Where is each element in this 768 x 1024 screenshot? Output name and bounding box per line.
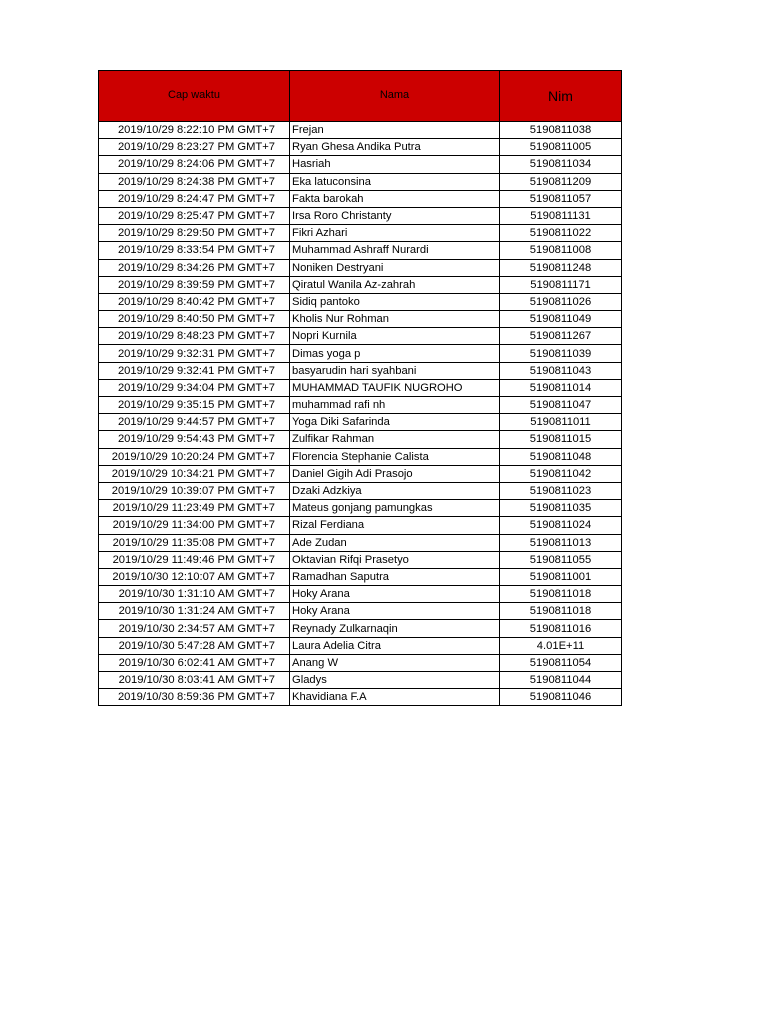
table-row bbox=[99, 654, 622, 671]
cell-timestamp: 2019/10/29 9:54:43 PM GMT+7 bbox=[99, 431, 290, 448]
table-row bbox=[99, 637, 622, 654]
cell-name: basyarudin hari syahbani bbox=[290, 362, 500, 379]
cell-name: Anang W bbox=[290, 654, 500, 671]
table-row bbox=[99, 362, 622, 379]
table-row bbox=[99, 482, 622, 499]
cell-timestamp: 2019/10/30 8:59:36 PM GMT+7 bbox=[99, 689, 290, 706]
table-row bbox=[99, 603, 622, 620]
cell-timestamp: 2019/10/29 8:39:59 PM GMT+7 bbox=[99, 276, 290, 293]
cell-name: muhammad rafi nh bbox=[290, 397, 500, 414]
cell-name: Rizal Ferdiana bbox=[290, 517, 500, 534]
table-row bbox=[99, 345, 622, 362]
cell-timestamp: 2019/10/29 10:20:24 PM GMT+7 bbox=[99, 448, 290, 465]
cell-name: Dzaki Adzkiya bbox=[290, 482, 500, 499]
table-row bbox=[99, 534, 622, 551]
cell-nim: 5190811001 bbox=[500, 568, 622, 585]
cell-timestamp: 2019/10/29 8:34:26 PM GMT+7 bbox=[99, 259, 290, 276]
cell-nim: 5190811049 bbox=[500, 311, 622, 328]
cell-name: Hasriah bbox=[290, 156, 500, 173]
cell-nim: 5190811024 bbox=[500, 517, 622, 534]
cell-name: Eka latuconsina bbox=[290, 173, 500, 190]
header-nim: Nim bbox=[500, 71, 622, 122]
cell-nim: 5190811209 bbox=[500, 173, 622, 190]
cell-name: Muhammad Ashraff Nurardi bbox=[290, 242, 500, 259]
cell-nim: 5190811042 bbox=[500, 465, 622, 482]
cell-name: Ade Zudan bbox=[290, 534, 500, 551]
cell-nim: 5190811034 bbox=[500, 156, 622, 173]
cell-name: Ryan Ghesa Andika Putra bbox=[290, 139, 500, 156]
cell-nim: 4.01E+11 bbox=[500, 637, 622, 654]
cell-name: Reynady Zulkarnaqin bbox=[290, 620, 500, 637]
cell-name: Frejan bbox=[290, 122, 500, 139]
table-row bbox=[99, 190, 622, 207]
cell-nim: 5190811057 bbox=[500, 190, 622, 207]
table-row bbox=[99, 620, 622, 637]
cell-timestamp: 2019/10/29 11:34:00 PM GMT+7 bbox=[99, 517, 290, 534]
cell-name: Yoga Diki Safarinda bbox=[290, 414, 500, 431]
cell-nim: 5190811018 bbox=[500, 586, 622, 603]
table-row bbox=[99, 139, 622, 156]
table-row bbox=[99, 431, 622, 448]
table-row bbox=[99, 551, 622, 568]
cell-name: Hoky Arana bbox=[290, 586, 500, 603]
cell-timestamp: 2019/10/29 11:23:49 PM GMT+7 bbox=[99, 500, 290, 517]
cell-timestamp: 2019/10/29 9:32:41 PM GMT+7 bbox=[99, 362, 290, 379]
cell-nim: 5190811018 bbox=[500, 603, 622, 620]
table-header bbox=[99, 71, 622, 122]
table-row bbox=[99, 122, 622, 139]
cell-nim: 5190811013 bbox=[500, 534, 622, 551]
cell-nim: 5190811008 bbox=[500, 242, 622, 259]
cell-nim: 5190811047 bbox=[500, 397, 622, 414]
table-row bbox=[99, 448, 622, 465]
attendance-table bbox=[98, 70, 622, 706]
cell-timestamp: 2019/10/29 8:24:38 PM GMT+7 bbox=[99, 173, 290, 190]
header-timestamp: Cap waktu bbox=[99, 71, 290, 122]
cell-nim: 5190811023 bbox=[500, 482, 622, 499]
cell-name: Mateus gonjang pamungkas bbox=[290, 500, 500, 517]
table-body bbox=[99, 122, 622, 706]
table-row bbox=[99, 586, 622, 603]
cell-nim: 5190811005 bbox=[500, 139, 622, 156]
cell-timestamp: 2019/10/29 10:34:21 PM GMT+7 bbox=[99, 465, 290, 482]
cell-name: Sidiq pantoko bbox=[290, 293, 500, 310]
cell-name: Laura Adelia Citra bbox=[290, 637, 500, 654]
cell-timestamp: 2019/10/29 8:24:06 PM GMT+7 bbox=[99, 156, 290, 173]
cell-nim: 5190811026 bbox=[500, 293, 622, 310]
cell-nim: 5190811171 bbox=[500, 276, 622, 293]
cell-timestamp: 2019/10/30 5:47:28 AM GMT+7 bbox=[99, 637, 290, 654]
cell-name: Fikri Azhari bbox=[290, 225, 500, 242]
cell-nim: 5190811054 bbox=[500, 654, 622, 671]
cell-timestamp: 2019/10/29 11:49:46 PM GMT+7 bbox=[99, 551, 290, 568]
cell-name: Ramadhan Saputra bbox=[290, 568, 500, 585]
cell-nim: 5190811011 bbox=[500, 414, 622, 431]
cell-timestamp: 2019/10/30 12:10:07 AM GMT+7 bbox=[99, 568, 290, 585]
cell-name: Fakta barokah bbox=[290, 190, 500, 207]
cell-timestamp: 2019/10/29 8:23:27 PM GMT+7 bbox=[99, 139, 290, 156]
cell-nim: 5190811046 bbox=[500, 689, 622, 706]
cell-name: Florencia Stephanie Calista bbox=[290, 448, 500, 465]
cell-name: Kholis Nur Rohman bbox=[290, 311, 500, 328]
cell-nim: 5190811131 bbox=[500, 207, 622, 224]
header-row bbox=[99, 71, 622, 122]
table-row bbox=[99, 517, 622, 534]
cell-name: Noniken Destryani bbox=[290, 259, 500, 276]
table-row bbox=[99, 156, 622, 173]
cell-timestamp: 2019/10/29 8:48:23 PM GMT+7 bbox=[99, 328, 290, 345]
cell-name: Oktavian Rifqi Prasetyo bbox=[290, 551, 500, 568]
cell-name: Gladys bbox=[290, 672, 500, 689]
cell-nim: 5190811048 bbox=[500, 448, 622, 465]
table-row bbox=[99, 276, 622, 293]
table-row bbox=[99, 225, 622, 242]
cell-timestamp: 2019/10/29 10:39:07 PM GMT+7 bbox=[99, 482, 290, 499]
cell-nim: 5190811015 bbox=[500, 431, 622, 448]
cell-name: Nopri Kurnila bbox=[290, 328, 500, 345]
table-row bbox=[99, 379, 622, 396]
table-row bbox=[99, 259, 622, 276]
cell-name: Hoky Arana bbox=[290, 603, 500, 620]
cell-nim: 5190811038 bbox=[500, 122, 622, 139]
cell-nim: 5190811055 bbox=[500, 551, 622, 568]
table-row bbox=[99, 500, 622, 517]
cell-timestamp: 2019/10/30 2:34:57 AM GMT+7 bbox=[99, 620, 290, 637]
table-row bbox=[99, 311, 622, 328]
cell-timestamp: 2019/10/29 9:32:31 PM GMT+7 bbox=[99, 345, 290, 362]
cell-name: Dimas yoga p bbox=[290, 345, 500, 362]
cell-timestamp: 2019/10/29 9:44:57 PM GMT+7 bbox=[99, 414, 290, 431]
cell-nim: 5190811022 bbox=[500, 225, 622, 242]
table-row bbox=[99, 173, 622, 190]
table-row bbox=[99, 689, 622, 706]
table-row bbox=[99, 242, 622, 259]
cell-timestamp: 2019/10/29 8:33:54 PM GMT+7 bbox=[99, 242, 290, 259]
cell-name: Khavidiana F.A bbox=[290, 689, 500, 706]
table-row bbox=[99, 293, 622, 310]
cell-nim: 5190811044 bbox=[500, 672, 622, 689]
cell-timestamp: 2019/10/29 8:40:42 PM GMT+7 bbox=[99, 293, 290, 310]
cell-nim: 5190811043 bbox=[500, 362, 622, 379]
cell-timestamp: 2019/10/30 1:31:10 AM GMT+7 bbox=[99, 586, 290, 603]
table-row bbox=[99, 328, 622, 345]
table-row bbox=[99, 568, 622, 585]
table-row bbox=[99, 397, 622, 414]
cell-timestamp: 2019/10/29 8:22:10 PM GMT+7 bbox=[99, 122, 290, 139]
cell-timestamp: 2019/10/30 6:02:41 AM GMT+7 bbox=[99, 654, 290, 671]
cell-nim: 5190811016 bbox=[500, 620, 622, 637]
table-row bbox=[99, 672, 622, 689]
cell-nim: 5190811014 bbox=[500, 379, 622, 396]
cell-timestamp: 2019/10/29 9:35:15 PM GMT+7 bbox=[99, 397, 290, 414]
table-row bbox=[99, 207, 622, 224]
table-row bbox=[99, 414, 622, 431]
cell-timestamp: 2019/10/29 8:25:47 PM GMT+7 bbox=[99, 207, 290, 224]
cell-nim: 5190811035 bbox=[500, 500, 622, 517]
cell-name: Zulfikar Rahman bbox=[290, 431, 500, 448]
cell-timestamp: 2019/10/29 8:24:47 PM GMT+7 bbox=[99, 190, 290, 207]
cell-name: Daniel Gigih Adi Prasojo bbox=[290, 465, 500, 482]
cell-timestamp: 2019/10/29 8:40:50 PM GMT+7 bbox=[99, 311, 290, 328]
cell-nim: 5190811248 bbox=[500, 259, 622, 276]
header-name: Nama bbox=[290, 71, 500, 122]
cell-nim: 5190811267 bbox=[500, 328, 622, 345]
cell-timestamp: 2019/10/30 1:31:24 AM GMT+7 bbox=[99, 603, 290, 620]
cell-timestamp: 2019/10/29 11:35:08 PM GMT+7 bbox=[99, 534, 290, 551]
cell-timestamp: 2019/10/29 8:29:50 PM GMT+7 bbox=[99, 225, 290, 242]
cell-nim: 5190811039 bbox=[500, 345, 622, 362]
cell-timestamp: 2019/10/29 9:34:04 PM GMT+7 bbox=[99, 379, 290, 396]
cell-name: Irsa Roro Christanty bbox=[290, 207, 500, 224]
cell-name: Qiratul Wanila Az-zahrah bbox=[290, 276, 500, 293]
cell-name: MUHAMMAD TAUFIK NUGROHO bbox=[290, 379, 500, 396]
table-row bbox=[99, 465, 622, 482]
cell-timestamp: 2019/10/30 8:03:41 AM GMT+7 bbox=[99, 672, 290, 689]
